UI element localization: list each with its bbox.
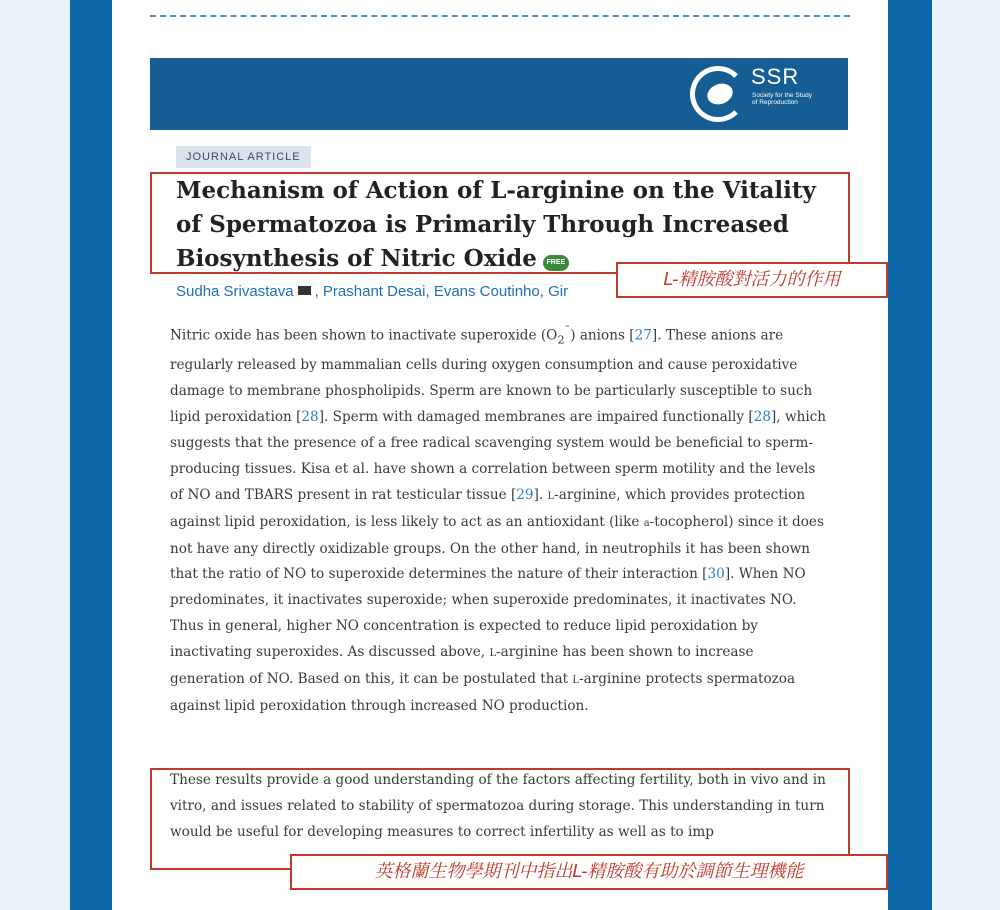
email-icon[interactable]: [298, 286, 311, 295]
citation-link[interactable]: 30: [707, 566, 725, 583]
author-link[interactable]: Prashant Desai: [322, 283, 426, 300]
conclusion-callout: 英格蘭生物學期刊中指出L-精胺酸有助於調節生理機能: [290, 854, 888, 890]
paragraph-text: ]. Sperm with damaged membranes are impaired functionally [: [318, 408, 754, 425]
paragraph-text: -arginine protects spermatozoa against lipid peroxidation through increased NO production.: [170, 671, 796, 714]
author-separator: ,: [314, 283, 323, 300]
ssr-logo-subtitle: Society for the Study of Reproduction: [752, 92, 812, 106]
author-list: [176, 281, 616, 303]
dashed-divider: [150, 15, 850, 17]
paragraph-text: 2: [557, 332, 565, 347]
paragraph-text: ]. When NO predominates, it inactivates superoxide; when superoxide predominates, it inactivates NO. Thus in general, higher NO concentration is expected to reduce lipid peroxidation by inactivating superoxides. As discussed above,: [170, 566, 806, 661]
paragraph-text: ) anions [: [570, 327, 635, 344]
paragraph-text: ], which suggests that the presence of a free radical scavenging system would be beneficial to sperm-producing tissues. Kisa et al. have shown a correlation between sperm motility and the levels of NO and TBARS present in rat testicular tissue [: [170, 408, 827, 503]
article-title-text: Mechanism of Action of L-arginine on the Vitality of Spermatozoa is Primarily Through Increased Biosynthesis of Nitric Oxide: [176, 177, 816, 272]
author-separator: ,: [539, 283, 549, 300]
small-caps-text: a: [643, 517, 650, 529]
body-paragraph-1: [170, 318, 830, 720]
free-access-icon: FREE: [543, 255, 569, 271]
small-caps-text: L: [489, 648, 497, 660]
paragraph-text: -arginine, which provides protection against lipid peroxidation, is less likely to act as an antioxidant (like: [170, 486, 806, 530]
author-separator: ,: [425, 283, 434, 300]
citation-link[interactable]: 28: [753, 408, 771, 425]
paragraph-text: -arginine has been shown to increase generation of NO. Based on this, it can be postulated that: [170, 644, 754, 688]
paragraph-text: ]. These anions are regularly released by mammalian cells during oxygen consumption and cause peroxidative damage to membrane phospholipids. Sperm are known to be particularly susceptible to such lipid peroxidation [: [170, 327, 813, 425]
author-link[interactable]: Sudha Srivastava: [176, 283, 294, 300]
left-frame-bar: [70, 0, 112, 910]
paragraph-text: Nitric oxide has been shown to inactivate superoxide (O: [170, 327, 558, 344]
body-paragraph-2: These results provide a good understanding of the factors affecting fertility, both in vivo and in vitro, and issues related to stability of spermatozoa during storage. This understanding in turn would be useful for developing measures to correct infertility as well as to imp: [170, 772, 826, 840]
citation-link[interactable]: 29: [516, 486, 534, 503]
article-type-badge: JOURNAL ARTICLE: [176, 146, 311, 168]
paragraph-text: -tocopherol) since it does not have any directly oxidizable groups. On the other hand, in neutrophils it has been shown that the ratio of NO to superoxide determines the nature of their interaction [: [170, 513, 824, 583]
title-callout: L-精胺酸對活力的作用: [616, 262, 888, 298]
small-caps-text: L: [572, 675, 580, 687]
ssr-logo-name: SSR: [751, 64, 800, 89]
citation-link[interactable]: 27: [634, 327, 652, 344]
small-caps-text: L: [547, 490, 555, 502]
article-title: [176, 174, 844, 276]
author-link[interactable]: Evans Coutinho: [433, 283, 540, 300]
paragraph-text: ].: [533, 486, 548, 503]
paragraph-text: ¯: [564, 323, 571, 337]
citation-link[interactable]: 28: [301, 408, 319, 425]
right-frame-bar: [888, 0, 932, 910]
author-link[interactable]: Gir: [548, 283, 569, 300]
